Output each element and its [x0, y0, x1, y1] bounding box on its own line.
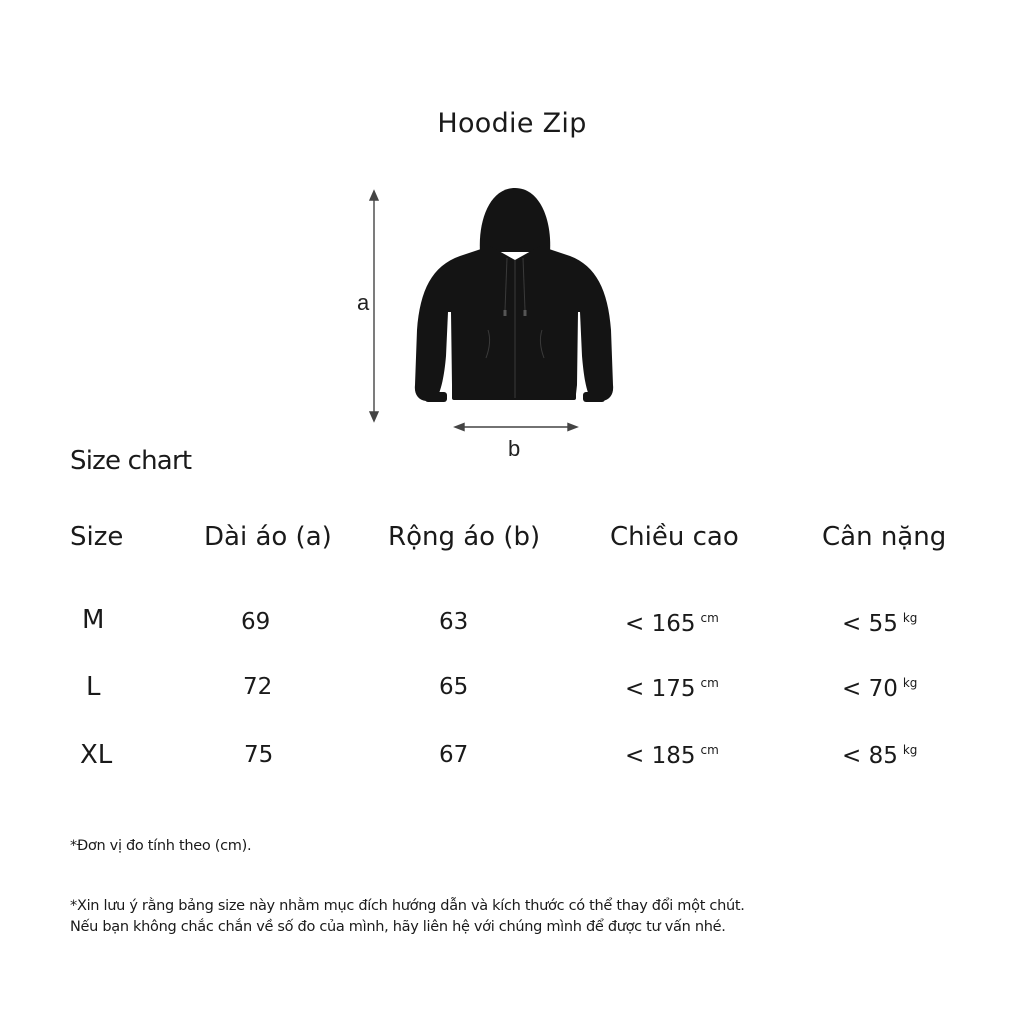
length-arrow [370, 191, 378, 421]
weight-cell [842, 611, 917, 637]
height-value: < 165 [625, 611, 696, 637]
length-cell: 69 [241, 609, 271, 635]
weight-unit: kg [902, 743, 918, 757]
height-value: < 185 [625, 743, 696, 769]
size-chart-heading: Size chart [70, 446, 192, 476]
width-cell: 67 [439, 742, 469, 768]
disclaimer-line-1: *Xin lưu ý rằng bảng size này nhằm mục đích hướng dẫn và kích thước có thể thay đổi một chút. [70, 898, 745, 914]
height-cell [625, 676, 719, 702]
weight-unit: kg [902, 611, 918, 625]
weight-unit: kg [902, 676, 918, 690]
header-size: Size [70, 522, 124, 552]
width-cell: 65 [439, 674, 469, 700]
hoodie-zip-icon [415, 188, 613, 402]
width-label: b [508, 436, 521, 461]
height-unit: cm [700, 611, 719, 625]
width-cell: 63 [439, 609, 469, 635]
length-cell: 72 [243, 674, 273, 700]
header-weight: Cân nặng [822, 522, 947, 552]
height-unit: cm [700, 676, 719, 690]
measurement-diagram [340, 180, 640, 470]
height-unit: cm [700, 743, 719, 757]
length-label: a [357, 290, 370, 315]
header-height: Chiều cao [610, 522, 739, 552]
disclaimer-line-2: Nếu bạn không chắc chắn về số đo của mình, hãy liên hệ với chúng mình để được tư vấn nhé. [70, 919, 726, 935]
width-arrow [455, 424, 577, 431]
height-cell [625, 611, 719, 637]
weight-value: < 70 [842, 676, 898, 702]
size-cell: L [86, 672, 101, 702]
height-cell [625, 743, 719, 769]
height-value: < 175 [625, 676, 696, 702]
weight-value: < 85 [842, 743, 898, 769]
unit-note: *Đơn vị đo tính theo (cm). [70, 838, 252, 854]
weight-cell [842, 743, 917, 769]
size-cell: XL [80, 740, 113, 770]
measurement-figure [340, 180, 640, 470]
weight-cell [842, 676, 917, 702]
length-cell: 75 [244, 742, 274, 768]
header-length: Dài áo (a) [204, 522, 332, 552]
size-cell: M [82, 605, 105, 635]
page-title: Hoodie Zip [437, 108, 587, 139]
weight-value: < 55 [842, 611, 898, 637]
header-width: Rộng áo (b) [388, 522, 541, 552]
